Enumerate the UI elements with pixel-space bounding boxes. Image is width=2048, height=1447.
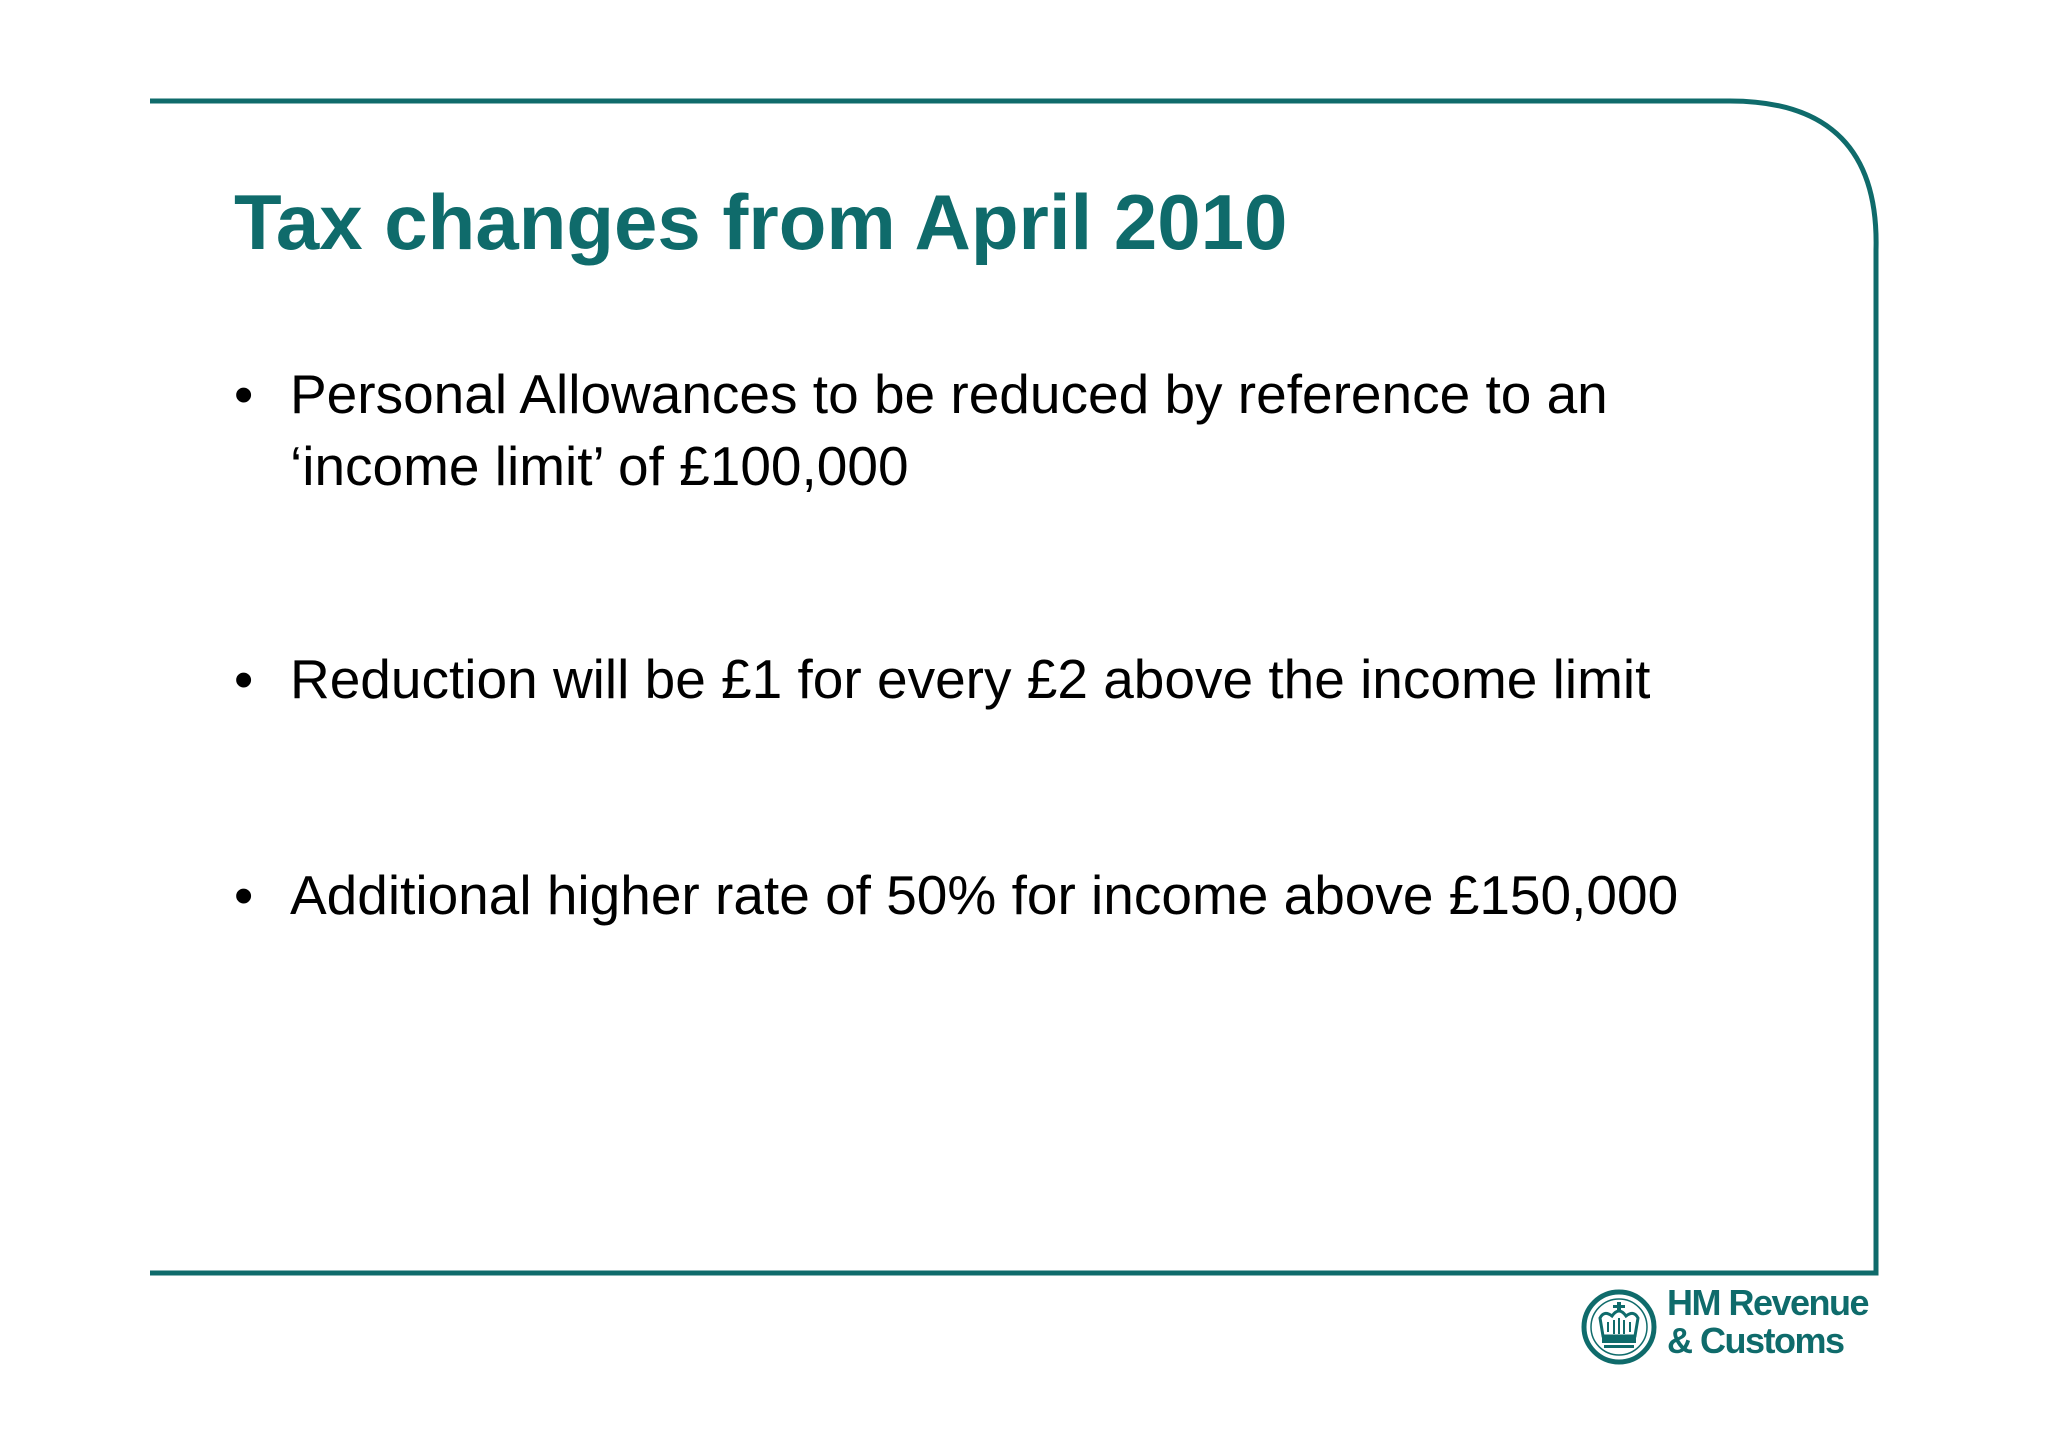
logo-line-2: & Customs	[1667, 1320, 1844, 1361]
bullet-text: Personal Allowances to be reduced by reference to an ‘income limit’ of £100,000	[290, 363, 1608, 497]
bullet-marker: •	[234, 864, 254, 926]
bullet-marker: •	[234, 648, 254, 710]
slide-title: Tax changes from April 2010	[234, 178, 1288, 266]
logo-line-1: HM Revenue	[1667, 1282, 1869, 1323]
bullet-marker: •	[234, 363, 254, 425]
bullet-text: Additional higher rate of 50% for income above £150,000	[290, 864, 1679, 926]
bullet-text: Reduction will be £1 for every £2 above the income limit	[290, 648, 1651, 710]
hmrc-logo	[1580, 1284, 1880, 1374]
crown-emblem-icon	[1580, 1288, 1658, 1366]
